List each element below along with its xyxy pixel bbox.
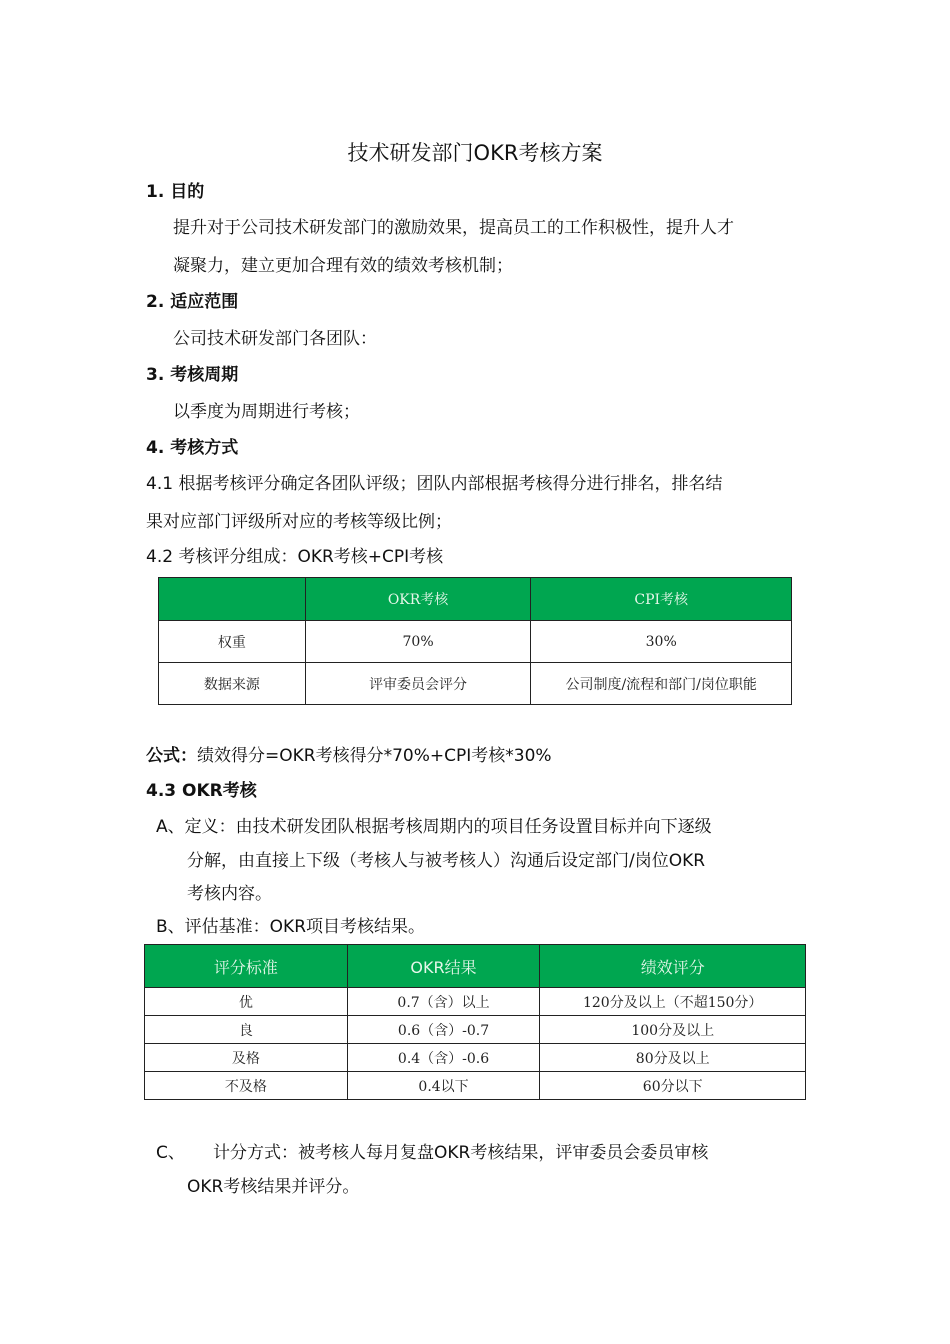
- paragraph-4-1-line2: 果对应部门评级所对应的考核等级比例；: [146, 512, 452, 532]
- table-cell: 0.7（含）以上: [347, 988, 540, 1016]
- paragraph-scope: 公司技术研发部门各团队：: [173, 329, 377, 349]
- table-cell: 100分及以上: [540, 1016, 806, 1044]
- table-cell: 80分及以上: [540, 1044, 806, 1072]
- table-row: [145, 1072, 806, 1100]
- table-header-cell: CPI考核: [531, 578, 792, 621]
- table-row: [159, 663, 792, 705]
- paragraph-period: 以季度为周期进行考核；: [173, 402, 360, 422]
- paragraph-a-line3: 考核内容。: [187, 884, 272, 904]
- table-cell: 权重: [159, 621, 306, 663]
- table-header-row: [145, 945, 806, 988]
- table-cell: 0.4以下: [347, 1072, 540, 1100]
- table-cell: 及格: [145, 1044, 348, 1072]
- paragraph-c-line1: 计分方式：被考核人每月复盘OKR考核结果，评审委员会委员审核: [213, 1143, 709, 1163]
- paragraph-a-line1: A、定义：由技术研发团队根据考核周期内的项目任务设置目标并向下逐级: [156, 817, 712, 837]
- document-title: 技术研发部门OKR考核方案: [347, 141, 603, 165]
- section-heading-method: 4. 考核方式: [146, 438, 239, 458]
- table-header-row: [159, 578, 792, 621]
- table-header-cell: OKR结果: [347, 945, 540, 988]
- paragraph-c-line2: OKR考核结果并评分。: [187, 1177, 360, 1197]
- section-heading-okr: 4.3 OKR考核: [146, 781, 257, 801]
- paragraph-4-2: 4.2 考核评分组成：OKR考核+CPI考核: [146, 547, 444, 567]
- table-cell: 0.4（含）-0.6: [347, 1044, 540, 1072]
- okr-cpi-weight-table: [158, 577, 792, 705]
- paragraph-b: B、评估基准：OKR项目考核结果。: [156, 917, 426, 937]
- table-cell: 公司制度/流程和部门/岗位职能: [531, 663, 792, 705]
- paragraph-purpose-line2: 凝聚力，建立更加合理有效的绩效考核机制；: [173, 256, 513, 276]
- table-cell: 优: [145, 988, 348, 1016]
- table-cell: 30%: [531, 621, 792, 663]
- table-row: [159, 621, 792, 663]
- table-header-cell: [159, 578, 306, 621]
- okr-scoring-table: [144, 944, 806, 1100]
- section-heading-purpose: 1. 目的: [146, 182, 205, 202]
- paragraph-purpose-line1: 提升对于公司技术研发部门的激励效果，提高员工的工作积极性，提升人才: [173, 218, 734, 238]
- table-header-cell: 绩效评分: [540, 945, 806, 988]
- table-cell: 数据来源: [159, 663, 306, 705]
- table-cell: 0.6（含）-0.7: [347, 1016, 540, 1044]
- formula-body: 绩效得分=OKR考核得分*70%+CPI考核*30%: [197, 746, 552, 766]
- formula-label: 公式：: [146, 746, 197, 766]
- table-cell: 120分及以上（不超150分）: [540, 988, 806, 1016]
- table-cell: 70%: [305, 621, 531, 663]
- table-cell: 60分以下: [540, 1072, 806, 1100]
- section-heading-period: 3. 考核周期: [146, 365, 239, 385]
- table-cell: 良: [145, 1016, 348, 1044]
- paragraph-c-label: C、: [156, 1143, 185, 1163]
- table-cell: 评审委员会评分: [305, 663, 531, 705]
- formula: [146, 741, 552, 766]
- table-header-cell: OKR考核: [305, 578, 531, 621]
- table-header-cell: 评分标准: [145, 945, 348, 988]
- paragraph-a-line2: 分解，由直接上下级（考核人与被考核人）沟通后设定部门/岗位OKR: [187, 851, 706, 871]
- table-cell: 不及格: [145, 1072, 348, 1100]
- section-heading-scope: 2. 适应范围: [146, 292, 239, 312]
- table-row: [145, 1044, 806, 1072]
- paragraph-4-1-line1: 4.1 根据考核评分确定各团队评级；团队内部根据考核得分进行排名，排名结: [146, 474, 723, 494]
- table-row: [145, 1016, 806, 1044]
- table-row: [145, 988, 806, 1016]
